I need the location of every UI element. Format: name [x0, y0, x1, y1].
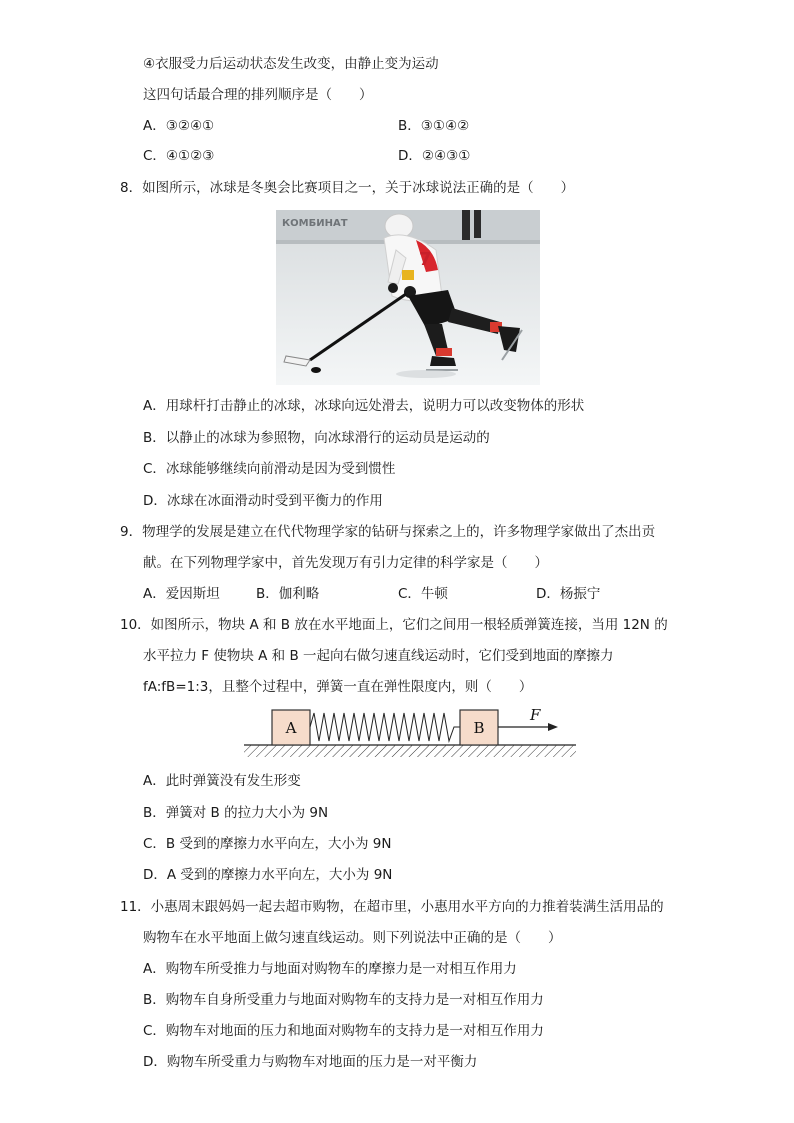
- q9-stem-line-1: 9．物理学的发展是建立在代代物理学家的钻研与探索之上的，许多物理学家做出了杰出贡: [120, 524, 656, 540]
- q9-stem-line-2: 献。在下列物理学家中，首先发现万有引力定律的科学家是（ ）: [143, 555, 548, 571]
- q9-option-b: B．伽利略: [256, 586, 320, 602]
- q7-prompt: 这四句话最合理的排列顺序是（ ）: [143, 87, 373, 103]
- q11-option-d: D．购物车所受重力与购物车对地面的压力是一对平衡力: [143, 1054, 478, 1070]
- jersey-number: 7: [419, 249, 432, 270]
- spring: [310, 713, 460, 741]
- q9-option-d: D．杨振宁: [536, 586, 601, 602]
- q9-option-c: C．牛顿: [398, 586, 448, 602]
- force-arrow-head: [548, 723, 558, 731]
- q11-option-b: B．购物车自身所受重力与地面对购物车的支持力是一对相互作用力: [143, 992, 544, 1008]
- q11-stem-line-1: 11．小惠周末跟妈妈一起去超市购物，在超市里，小惠用水平方向的力推着装满生活用品的: [120, 899, 664, 915]
- q10-option-c: C．B 受到的摩擦力水平向左，大小为 9N: [143, 836, 392, 852]
- q10-option-b: B．弹簧对 B 的拉力大小为 9N: [143, 805, 329, 821]
- q11-stem-line-2: 购物车在水平地面上做匀速直线运动。则下列说法中正确的是（ ）: [143, 930, 562, 946]
- q10-option-a: A．此时弹簧没有发生形变: [143, 773, 301, 789]
- block-a-label: A: [285, 719, 297, 737]
- q7-option-b: B．③①④②: [398, 118, 470, 134]
- q8-option-a: A．用球杆打击静止的冰球，冰球向远处滑去，说明力可以改变物体的形状: [143, 398, 585, 414]
- q7-option-c: C．④①②③: [143, 148, 215, 164]
- q8-option-c: C．冰球能够继续向前滑动是因为受到惯性: [143, 461, 396, 477]
- block-b-label: B: [473, 719, 485, 737]
- ice-hockey-photo: [276, 210, 540, 385]
- q7-option-d: D．②④③①: [398, 148, 471, 164]
- q10-stem-line-3: fA:fB=1:3，且整个过程中，弹簧一直在弹性限度内，则（ ）: [143, 679, 533, 695]
- q8-option-d: D．冰球在冰面滑动时受到平衡力的作用: [143, 493, 383, 509]
- q9-option-a: A．爱因斯坦: [143, 586, 220, 602]
- q8-option-b: B．以静止的冰球为参照物，向冰球滑行的运动员是运动的: [143, 430, 490, 446]
- q10-stem-line-1: 10．如图所示，物块 A 和 B 放在水平地面上，它们之间用一根轻质弹簧连接，当用 12N 的: [120, 617, 668, 633]
- spring-blocks-diagram: [240, 705, 585, 765]
- ground-hatch: [244, 745, 576, 757]
- q8-stem: 8．如图所示，冰球是冬奥会比赛项目之一，关于冰球说法正确的是（ ）: [120, 180, 575, 196]
- q11-option-c: C．购物车对地面的压力和地面对购物车的支持力是一对相互作用力: [143, 1023, 544, 1039]
- q7-item-4: ④衣服受力后运动状态发生改变，由静止变为运动: [143, 56, 439, 72]
- q7-option-a: A．③②④①: [143, 118, 215, 134]
- q10-stem-line-2: 水平拉力 F 使物块 A 和 B 一起向右做匀速直线运动时，它们受到地面的摩擦力: [143, 648, 614, 664]
- q10-option-d: D．A 受到的摩擦力水平向左，大小为 9N: [143, 867, 393, 883]
- banner-text: КОМБИНАТ: [282, 218, 348, 229]
- q11-option-a: A．购物车所受推力与地面对购物车的摩擦力是一对相互作用力: [143, 961, 517, 977]
- force-label: F: [530, 706, 541, 724]
